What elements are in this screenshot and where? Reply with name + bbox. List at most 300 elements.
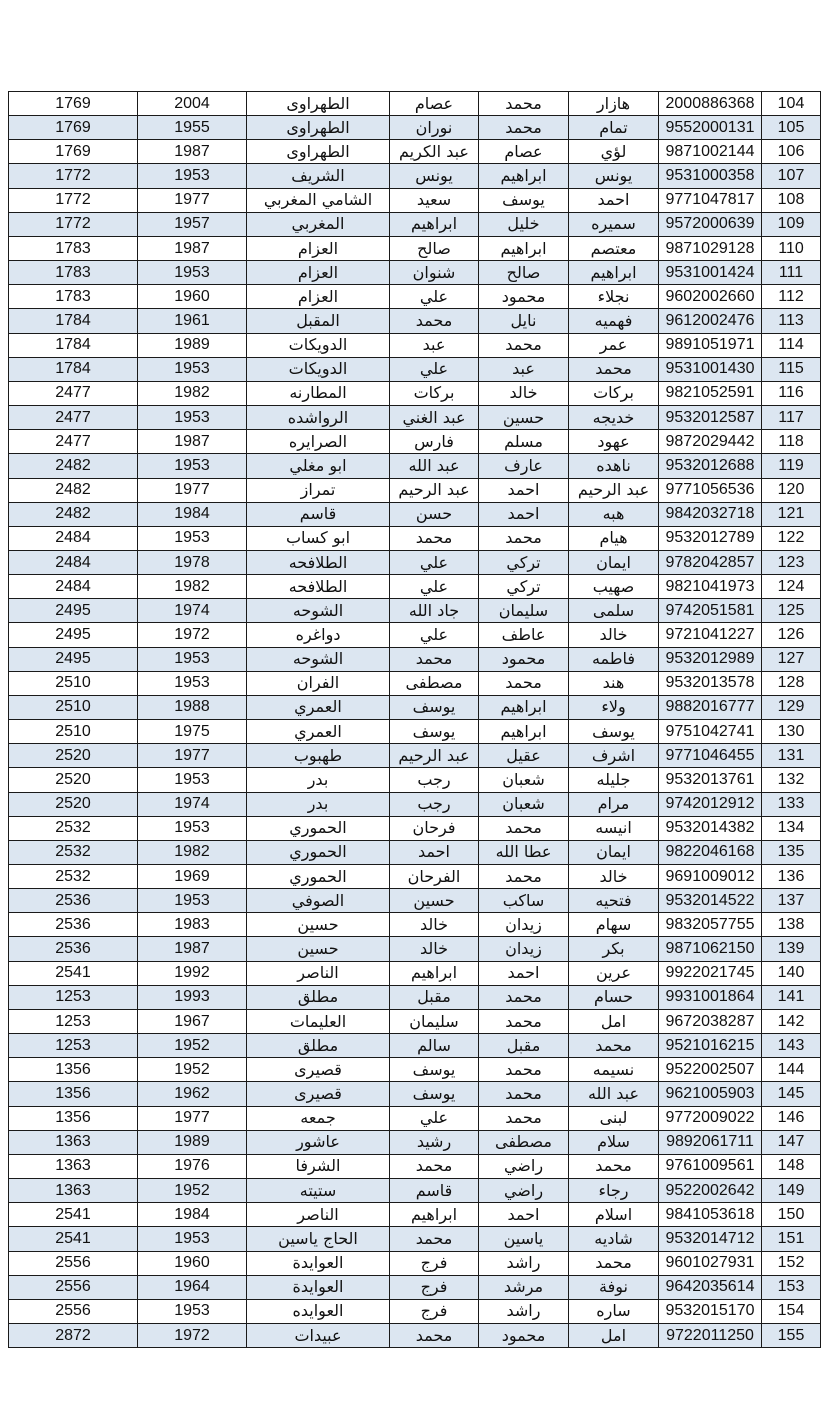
- birth-year-cell: 1953: [138, 406, 247, 430]
- grandfather-name-cell: عبد الرحيم: [390, 744, 479, 768]
- code-cell: 2541: [9, 961, 138, 985]
- national-id-cell: 9552000131: [659, 116, 762, 140]
- first-name-cell: محمد: [569, 357, 659, 381]
- grandfather-name-cell: علي: [390, 357, 479, 381]
- first-name-cell: تمام: [569, 116, 659, 140]
- birth-year-cell: 1960: [138, 1251, 247, 1275]
- sequence-number-cell: 131: [762, 744, 821, 768]
- sequence-number-cell: 123: [762, 550, 821, 574]
- national-id-cell: 9842032718: [659, 502, 762, 526]
- father-name-cell: مسلم: [479, 430, 569, 454]
- grandfather-name-cell: الفرحان: [390, 865, 479, 889]
- sequence-number-cell: 118: [762, 430, 821, 454]
- table-row: [9, 1034, 821, 1058]
- code-cell: 2872: [9, 1323, 138, 1347]
- first-name-cell: يونس: [569, 164, 659, 188]
- family-name-cell: العليمات: [247, 1009, 390, 1033]
- table-row: [9, 212, 821, 236]
- sequence-number-cell: 121: [762, 502, 821, 526]
- national-id-cell: 9672038287: [659, 1009, 762, 1033]
- sequence-number-cell: 148: [762, 1154, 821, 1178]
- sequence-number-cell: 125: [762, 599, 821, 623]
- sequence-number-cell: 152: [762, 1251, 821, 1275]
- table-row: [9, 671, 821, 695]
- family-name-cell: الحموري: [247, 816, 390, 840]
- family-name-cell: دواغره: [247, 623, 390, 647]
- table-row: [9, 550, 821, 574]
- family-name-cell: الطهراوى: [247, 116, 390, 140]
- father-name-cell: يوسف: [479, 188, 569, 212]
- grandfather-name-cell: جاد الله: [390, 599, 479, 623]
- birth-year-cell: 1953: [138, 1227, 247, 1251]
- grandfather-name-cell: يوسف: [390, 720, 479, 744]
- table-row: [9, 865, 821, 889]
- father-name-cell: خالد: [479, 381, 569, 405]
- birth-year-cell: 1977: [138, 188, 247, 212]
- sequence-number-cell: 114: [762, 333, 821, 357]
- family-name-cell: بدر: [247, 792, 390, 816]
- birth-year-cell: 1982: [138, 575, 247, 599]
- table-row: [9, 1179, 821, 1203]
- code-cell: 2532: [9, 816, 138, 840]
- grandfather-name-cell: سالم: [390, 1034, 479, 1058]
- grandfather-name-cell: علي: [390, 623, 479, 647]
- first-name-cell: فهميه: [569, 309, 659, 333]
- grandfather-name-cell: علي: [390, 550, 479, 574]
- family-name-cell: الصرايره: [247, 430, 390, 454]
- first-name-cell: احمد: [569, 188, 659, 212]
- national-id-cell: 9532013578: [659, 671, 762, 695]
- national-id-cell: 9602002660: [659, 285, 762, 309]
- family-name-cell: ابو كساب: [247, 526, 390, 550]
- birth-year-cell: 1953: [138, 1299, 247, 1323]
- national-id-cell: 9931001864: [659, 985, 762, 1009]
- father-name-cell: محمد: [479, 92, 569, 116]
- father-name-cell: راضي: [479, 1179, 569, 1203]
- table-row: [9, 526, 821, 550]
- family-name-cell: العزام: [247, 261, 390, 285]
- father-name-cell: مرشد: [479, 1275, 569, 1299]
- national-id-cell: 9871002144: [659, 140, 762, 164]
- national-id-cell: 9612002476: [659, 309, 762, 333]
- sequence-number-cell: 106: [762, 140, 821, 164]
- code-cell: 2532: [9, 840, 138, 864]
- grandfather-name-cell: علي: [390, 575, 479, 599]
- family-name-cell: الطلافحه: [247, 550, 390, 574]
- family-name-cell: حسين: [247, 913, 390, 937]
- grandfather-name-cell: سعيد: [390, 188, 479, 212]
- father-name-cell: محمد: [479, 865, 569, 889]
- father-name-cell: عاطف: [479, 623, 569, 647]
- family-name-cell: حسين: [247, 937, 390, 961]
- national-id-cell: 9532012688: [659, 454, 762, 478]
- national-id-cell: 9872029442: [659, 430, 762, 454]
- first-name-cell: عمر: [569, 333, 659, 357]
- code-cell: 2482: [9, 478, 138, 502]
- father-name-cell: محمد: [479, 1106, 569, 1130]
- grandfather-name-cell: عبد الرحيم: [390, 478, 479, 502]
- grandfather-name-cell: مصطفى: [390, 671, 479, 695]
- sequence-number-cell: 116: [762, 381, 821, 405]
- code-cell: 2541: [9, 1203, 138, 1227]
- grandfather-name-cell: ابراهيم: [390, 212, 479, 236]
- grandfather-name-cell: سليمان: [390, 1009, 479, 1033]
- family-name-cell: بدر: [247, 768, 390, 792]
- table-row: [9, 1227, 821, 1251]
- father-name-cell: احمد: [479, 478, 569, 502]
- table-row: [9, 236, 821, 260]
- national-id-cell: 9621005903: [659, 1082, 762, 1106]
- national-id-cell: 9751042741: [659, 720, 762, 744]
- sequence-number-cell: 120: [762, 478, 821, 502]
- birth-year-cell: 1972: [138, 1323, 247, 1347]
- table-row: [9, 1323, 821, 1347]
- grandfather-name-cell: مقبل: [390, 985, 479, 1009]
- first-name-cell: محمد: [569, 1154, 659, 1178]
- first-name-cell: امل: [569, 1009, 659, 1033]
- birth-year-cell: 1964: [138, 1275, 247, 1299]
- sequence-number-cell: 107: [762, 164, 821, 188]
- table-row: [9, 357, 821, 381]
- family-name-cell: العوايده: [247, 1299, 390, 1323]
- code-cell: 1784: [9, 333, 138, 357]
- grandfather-name-cell: شنوان: [390, 261, 479, 285]
- national-id-cell: 2000886368: [659, 92, 762, 116]
- code-cell: 2484: [9, 575, 138, 599]
- first-name-cell: ناهده: [569, 454, 659, 478]
- family-name-cell: جمعه: [247, 1106, 390, 1130]
- code-cell: 1784: [9, 309, 138, 333]
- grandfather-name-cell: ابراهيم: [390, 961, 479, 985]
- first-name-cell: نسيمه: [569, 1058, 659, 1082]
- first-name-cell: هازار: [569, 92, 659, 116]
- birth-year-cell: 1969: [138, 865, 247, 889]
- father-name-cell: تركي: [479, 550, 569, 574]
- first-name-cell: سلمى: [569, 599, 659, 623]
- sequence-number-cell: 136: [762, 865, 821, 889]
- sequence-number-cell: 145: [762, 1082, 821, 1106]
- national-id-cell: 9841053618: [659, 1203, 762, 1227]
- code-cell: 2510: [9, 671, 138, 695]
- national-id-cell: 9871062150: [659, 937, 762, 961]
- code-cell: 1363: [9, 1179, 138, 1203]
- national-id-cell: 9532013761: [659, 768, 762, 792]
- table-row: [9, 961, 821, 985]
- table-row: [9, 502, 821, 526]
- father-name-cell: عارف: [479, 454, 569, 478]
- father-name-cell: عصام: [479, 140, 569, 164]
- table-row: [9, 1130, 821, 1154]
- first-name-cell: هند: [569, 671, 659, 695]
- grandfather-name-cell: نوران: [390, 116, 479, 140]
- grandfather-name-cell: عبد: [390, 333, 479, 357]
- national-id-cell: 9761009561: [659, 1154, 762, 1178]
- code-cell: 2520: [9, 792, 138, 816]
- father-name-cell: شعبان: [479, 792, 569, 816]
- first-name-cell: انيسه: [569, 816, 659, 840]
- father-name-cell: محمود: [479, 285, 569, 309]
- first-name-cell: محمد: [569, 1034, 659, 1058]
- birth-year-cell: 2004: [138, 92, 247, 116]
- family-name-cell: مطلق: [247, 985, 390, 1009]
- national-id-cell: 9742012912: [659, 792, 762, 816]
- first-name-cell: بركات: [569, 381, 659, 405]
- table-row: [9, 937, 821, 961]
- first-name-cell: رجاء: [569, 1179, 659, 1203]
- father-name-cell: ابراهيم: [479, 164, 569, 188]
- family-name-cell: عاشور: [247, 1130, 390, 1154]
- code-cell: 1772: [9, 188, 138, 212]
- grandfather-name-cell: محمد: [390, 647, 479, 671]
- sequence-number-cell: 132: [762, 768, 821, 792]
- first-name-cell: سلام: [569, 1130, 659, 1154]
- sequence-number-cell: 135: [762, 840, 821, 864]
- national-id-cell: 9771046455: [659, 744, 762, 768]
- code-cell: 1769: [9, 116, 138, 140]
- first-name-cell: نوفة: [569, 1275, 659, 1299]
- family-name-cell: قصيرى: [247, 1058, 390, 1082]
- father-name-cell: ابراهيم: [479, 236, 569, 260]
- records-table-body: [9, 92, 821, 1348]
- family-name-cell: المقبل: [247, 309, 390, 333]
- national-id-cell: 9721041227: [659, 623, 762, 647]
- table-row: [9, 1154, 821, 1178]
- first-name-cell: فاطمه: [569, 647, 659, 671]
- table-row: [9, 840, 821, 864]
- family-name-cell: الدويكات: [247, 357, 390, 381]
- sequence-number-cell: 153: [762, 1275, 821, 1299]
- grandfather-name-cell: فرحان: [390, 816, 479, 840]
- sequence-number-cell: 119: [762, 454, 821, 478]
- grandfather-name-cell: حسن: [390, 502, 479, 526]
- code-cell: 2477: [9, 381, 138, 405]
- first-name-cell: مرام: [569, 792, 659, 816]
- first-name-cell: ولاء: [569, 695, 659, 719]
- birth-year-cell: 1987: [138, 937, 247, 961]
- birth-year-cell: 1987: [138, 236, 247, 260]
- code-cell: 2536: [9, 937, 138, 961]
- family-name-cell: العوايدة: [247, 1275, 390, 1299]
- sequence-number-cell: 146: [762, 1106, 821, 1130]
- father-name-cell: راضي: [479, 1154, 569, 1178]
- grandfather-name-cell: حسين: [390, 889, 479, 913]
- birth-year-cell: 1955: [138, 116, 247, 140]
- table-row: [9, 1009, 821, 1033]
- code-cell: 2556: [9, 1299, 138, 1323]
- sequence-number-cell: 109: [762, 212, 821, 236]
- table-row: [9, 261, 821, 285]
- national-id-cell: 9572000639: [659, 212, 762, 236]
- father-name-cell: عبد: [479, 357, 569, 381]
- national-id-cell: 9891051971: [659, 333, 762, 357]
- father-name-cell: محمد: [479, 333, 569, 357]
- family-name-cell: مطلق: [247, 1034, 390, 1058]
- birth-year-cell: 1953: [138, 889, 247, 913]
- code-cell: 1253: [9, 985, 138, 1009]
- code-cell: 1772: [9, 164, 138, 188]
- first-name-cell: عهود: [569, 430, 659, 454]
- national-id-cell: 9772009022: [659, 1106, 762, 1130]
- father-name-cell: ساكب: [479, 889, 569, 913]
- grandfather-name-cell: رجب: [390, 792, 479, 816]
- birth-year-cell: 1989: [138, 1130, 247, 1154]
- national-id-cell: 9532012587: [659, 406, 762, 430]
- family-name-cell: قصيرى: [247, 1082, 390, 1106]
- code-cell: 1356: [9, 1106, 138, 1130]
- code-cell: 1783: [9, 285, 138, 309]
- national-id-cell: 9532015170: [659, 1299, 762, 1323]
- table-row: [9, 1299, 821, 1323]
- birth-year-cell: 1974: [138, 599, 247, 623]
- first-name-cell: حسام: [569, 985, 659, 1009]
- first-name-cell: لؤي: [569, 140, 659, 164]
- family-name-cell: الشوحه: [247, 647, 390, 671]
- national-id-cell: 9782042857: [659, 550, 762, 574]
- table-row: [9, 1106, 821, 1130]
- first-name-cell: يوسف: [569, 720, 659, 744]
- sequence-number-cell: 154: [762, 1299, 821, 1323]
- father-name-cell: محمد: [479, 1009, 569, 1033]
- family-name-cell: الناصر: [247, 961, 390, 985]
- family-name-cell: طهبوب: [247, 744, 390, 768]
- father-name-cell: ياسين: [479, 1227, 569, 1251]
- code-cell: 2495: [9, 647, 138, 671]
- family-name-cell: المطارنه: [247, 381, 390, 405]
- birth-year-cell: 1953: [138, 816, 247, 840]
- table-row: [9, 1203, 821, 1227]
- father-name-cell: محمود: [479, 1323, 569, 1347]
- table-row: [9, 599, 821, 623]
- national-id-cell: 9601027931: [659, 1251, 762, 1275]
- national-id-cell: 9532014712: [659, 1227, 762, 1251]
- birth-year-cell: 1972: [138, 623, 247, 647]
- grandfather-name-cell: رشيد: [390, 1130, 479, 1154]
- code-cell: 1769: [9, 92, 138, 116]
- sequence-number-cell: 122: [762, 526, 821, 550]
- father-name-cell: مقبل: [479, 1034, 569, 1058]
- national-id-cell: 9532014522: [659, 889, 762, 913]
- national-id-cell: 9871029128: [659, 236, 762, 260]
- sequence-number-cell: 104: [762, 92, 821, 116]
- father-name-cell: ابراهيم: [479, 695, 569, 719]
- first-name-cell: عرين: [569, 961, 659, 985]
- table-row: [9, 430, 821, 454]
- family-name-cell: قاسم: [247, 502, 390, 526]
- national-id-cell: 9771056536: [659, 478, 762, 502]
- table-row: [9, 478, 821, 502]
- birth-year-cell: 1975: [138, 720, 247, 744]
- sequence-number-cell: 128: [762, 671, 821, 695]
- first-name-cell: ابراهيم: [569, 261, 659, 285]
- table-row: [9, 164, 821, 188]
- father-name-cell: راشد: [479, 1299, 569, 1323]
- grandfather-name-cell: ابراهيم: [390, 1203, 479, 1227]
- code-cell: 2477: [9, 430, 138, 454]
- first-name-cell: خالد: [569, 623, 659, 647]
- table-row: [9, 1082, 821, 1106]
- grandfather-name-cell: علي: [390, 285, 479, 309]
- sequence-number-cell: 150: [762, 1203, 821, 1227]
- code-cell: 2477: [9, 406, 138, 430]
- father-name-cell: احمد: [479, 1203, 569, 1227]
- sequence-number-cell: 105: [762, 116, 821, 140]
- grandfather-name-cell: علي: [390, 1106, 479, 1130]
- birth-year-cell: 1977: [138, 1106, 247, 1130]
- first-name-cell: صهيب: [569, 575, 659, 599]
- birth-year-cell: 1977: [138, 478, 247, 502]
- birth-year-cell: 1953: [138, 164, 247, 188]
- family-name-cell: العوايدة: [247, 1251, 390, 1275]
- birth-year-cell: 1987: [138, 430, 247, 454]
- birth-year-cell: 1967: [138, 1009, 247, 1033]
- national-id-cell: 9532012989: [659, 647, 762, 671]
- father-name-cell: محمد: [479, 816, 569, 840]
- family-name-cell: الحموري: [247, 865, 390, 889]
- grandfather-name-cell: محمد: [390, 1323, 479, 1347]
- national-id-cell: 9722011250: [659, 1323, 762, 1347]
- national-id-cell: 9922021745: [659, 961, 762, 985]
- sequence-number-cell: 127: [762, 647, 821, 671]
- first-name-cell: جليله: [569, 768, 659, 792]
- birth-year-cell: 1957: [138, 212, 247, 236]
- table-row: [9, 720, 821, 744]
- sequence-number-cell: 151: [762, 1227, 821, 1251]
- national-id-cell: 9522002642: [659, 1179, 762, 1203]
- code-cell: 2556: [9, 1251, 138, 1275]
- father-name-cell: راشد: [479, 1251, 569, 1275]
- father-name-cell: احمد: [479, 961, 569, 985]
- grandfather-name-cell: عبد الغني: [390, 406, 479, 430]
- family-name-cell: الدويكات: [247, 333, 390, 357]
- birth-year-cell: 1960: [138, 285, 247, 309]
- grandfather-name-cell: فرج: [390, 1299, 479, 1323]
- family-name-cell: الشريف: [247, 164, 390, 188]
- birth-year-cell: 1953: [138, 768, 247, 792]
- sequence-number-cell: 110: [762, 236, 821, 260]
- birth-year-cell: 1978: [138, 550, 247, 574]
- birth-year-cell: 1982: [138, 840, 247, 864]
- father-name-cell: شعبان: [479, 768, 569, 792]
- national-id-cell: 9892061711: [659, 1130, 762, 1154]
- table-row: [9, 116, 821, 140]
- first-name-cell: عبد الرحيم: [569, 478, 659, 502]
- sequence-number-cell: 155: [762, 1323, 821, 1347]
- code-cell: 2520: [9, 744, 138, 768]
- code-cell: 1356: [9, 1082, 138, 1106]
- table-row: [9, 647, 821, 671]
- birth-year-cell: 1984: [138, 502, 247, 526]
- grandfather-name-cell: احمد: [390, 840, 479, 864]
- grandfather-name-cell: فرج: [390, 1251, 479, 1275]
- grandfather-name-cell: بركات: [390, 381, 479, 405]
- first-name-cell: ايمان: [569, 550, 659, 574]
- code-cell: 1363: [9, 1154, 138, 1178]
- table-row: [9, 792, 821, 816]
- national-id-cell: 9531001430: [659, 357, 762, 381]
- family-name-cell: الشوحه: [247, 599, 390, 623]
- family-name-cell: الناصر: [247, 1203, 390, 1227]
- table-row: [9, 92, 821, 116]
- grandfather-name-cell: يونس: [390, 164, 479, 188]
- sequence-number-cell: 115: [762, 357, 821, 381]
- sequence-number-cell: 137: [762, 889, 821, 913]
- father-name-cell: تركي: [479, 575, 569, 599]
- national-id-cell: 9821052591: [659, 381, 762, 405]
- table-row: [9, 285, 821, 309]
- father-name-cell: حسين: [479, 406, 569, 430]
- records-table: [8, 91, 821, 1348]
- first-name-cell: سهام: [569, 913, 659, 937]
